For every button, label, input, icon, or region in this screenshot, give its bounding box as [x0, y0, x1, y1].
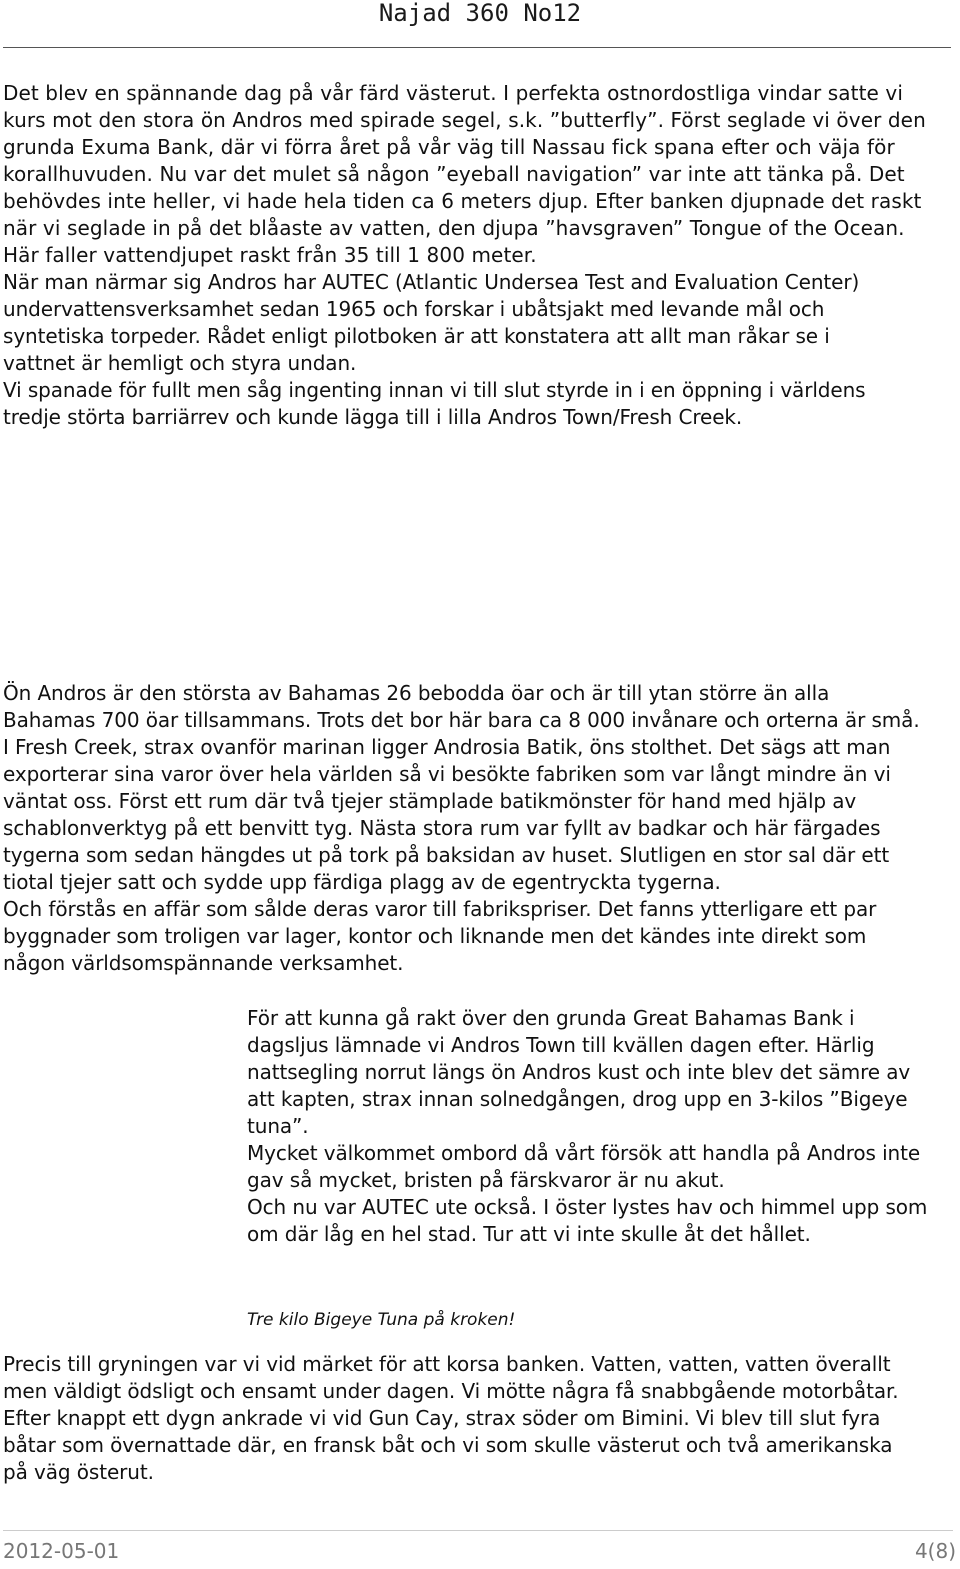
andros-paragraph-1: Ön Andros är den största av Bahamas 26 bebodda öar och är till ytan större än alla Bahamas 700 öar tillsammans. Trots det bor här bara ca 8 000 invånare och orterna är små. I Fresh Creek, strax ovanför marinan ligger Androsia Batik, öns stolthet. Det sägs att man exporterar sina varor över hela världen så vi besökte fabriken som var långt mindre än vi väntat oss. Först ett rum där två tjejer stämplade batikmönster för hand med hjälp av schablonverktyg på ett benvitt tyg. Nästa stora rum var fyllt av badkar och här färgades tygerna som sedan hängdes ut på tork på baksidan av huset. Slutligen en stor sal där ett tiotal tjejer satt och sydde upp färdiga plagg av de egentryckta tygerna. — [3, 681, 920, 894]
bimini-paragraph-1: Precis till gryningen var vi vid märket för att korsa banken. Vatten, vatten, vatten överallt men väldigt ödsligt och ensamt under dagen. Vi mötte några få snabbgående motorbåtar. Efter knappt ett dygn ankrade vi vid Gun Cay, strax söder om Bimini. Vi blev till slut fyra båtar som övernattade där, en fransk båt och vi som skulle västerut och två amerikanska på väg österut. — [3, 1352, 899, 1484]
page-header-title: Najad 360 No12 — [378, 0, 582, 27]
photo-caption: Tre kilo Bigeye Tuna på kroken! — [247, 1310, 516, 1330]
crossing-section — [247, 1005, 959, 1248]
andros-section — [3, 680, 958, 977]
intro-paragraph-1: Det blev en spännande dag på vår färd västerut. I perfekta ostnordostliga vindar satte vi kurs mot den stora ön Andros med spirade segel, s.k. ”butterfly”. Först seglade vi över den grunda Exuma Bank, där vi förra året på vår väg till Nassau fick spana efter och väja för korallhuvuden. Nu var det mulet så någon ”eyeball navigation” var inte att tänka på. Det behövdes inte heller, vi hade hela tiden ca 6 meters djup. Efter banken djupnade det raskt när vi seglade in på det blåaste av vatten, den djupa ”havsgraven” Tongue of the Ocean. Här faller vattendjupet raskt från 35 till 1 800 meter. — [3, 81, 926, 267]
footer-page-number: 4(8) — [914, 1539, 956, 1563]
intro-paragraph-2: När man närmar sig Andros har AUTEC (Atlantic Undersea Test and Evaluation Center) undervattensverksamhet sedan 1965 och forskar i ubåtsjakt med levande mål och syntetiska torpeder. Rådet enligt pilotboken är att konstatera att allt man råkar se i vattnet är hemligt och styra undan. — [3, 270, 860, 375]
andros-paragraph-2: Och förstås en affär som sålde deras varor till fabrikspriser. Det fanns ytterligare ett par byggnader som troligen var lager, kontor och liknande men det kändes inte direkt som någon världsomspännande verksamhet. — [3, 897, 877, 975]
header-divider — [3, 47, 951, 48]
crossing-paragraph-1: För att kunna gå rakt över den grunda Great Bahamas Bank i dagsljus lämnade vi Andros Town till kvällen dagen efter. Härlig nattsegling norrut längs ön Andros kust och inte blev det sämre av att kapten, strax innan solnedgången, drog upp en 3-kilos ”Bigeye tuna”. — [247, 1006, 911, 1138]
footer-divider — [3, 1530, 953, 1531]
intro-section — [3, 80, 958, 431]
footer-date: 2012-05-01 — [3, 1539, 120, 1563]
bimini-section — [3, 1351, 958, 1486]
intro-paragraph-3: Vi spanade för fullt men såg ingenting innan vi till slut styrde in i en öppning i världens tredje störta barriärrev och kunde lägga till i lilla Andros Town/Fresh Creek. — [3, 378, 866, 429]
crossing-paragraph-2: Mycket välkommet ombord då vårt försök att handla på Andros inte gav så mycket, bristen på färskvaror är nu akut. — [247, 1141, 921, 1192]
crossing-paragraph-3: Och nu var AUTEC ute också. I öster lystes hav och himmel upp som om där låg en hel stad. Tur att vi inte skulle åt det hållet. — [247, 1195, 928, 1246]
